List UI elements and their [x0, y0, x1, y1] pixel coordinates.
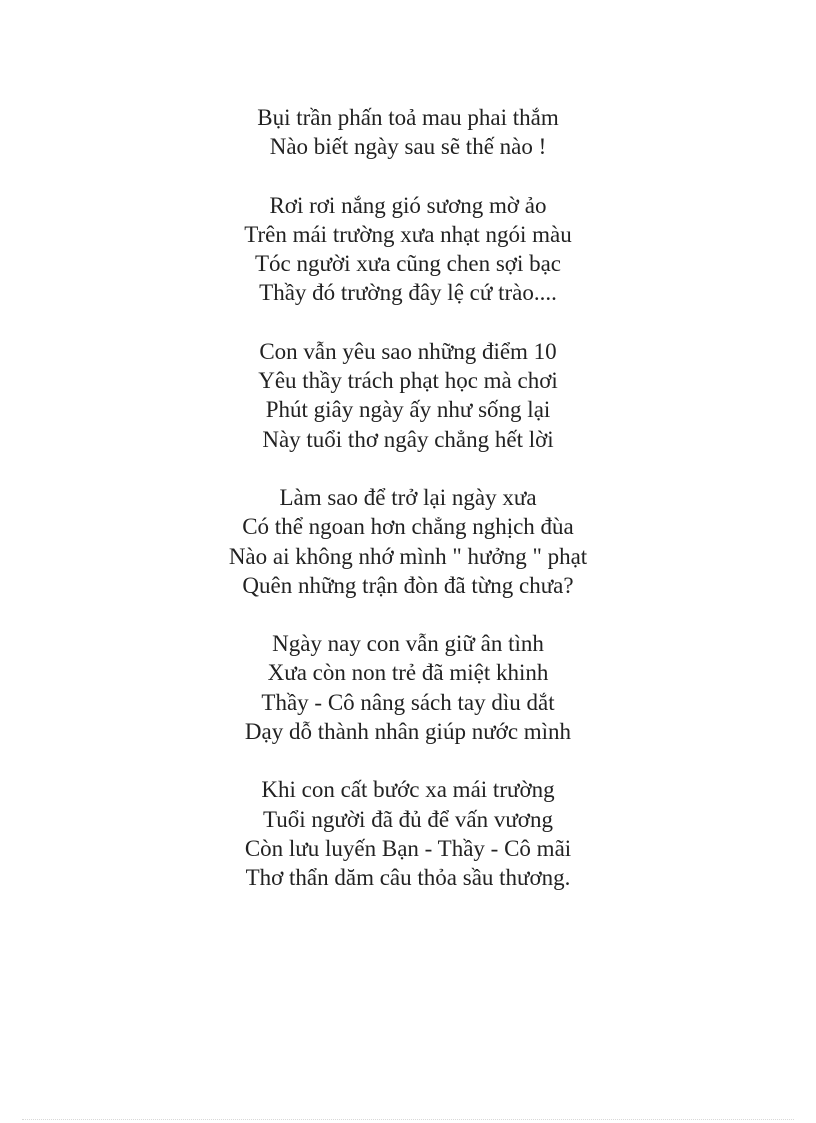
- poem-line: Trên mái trường xưa nhạt ngói màu: [244, 221, 572, 247]
- stanza-6: [0, 775, 816, 892]
- poem-line: Nào ai không nhớ mình " hưởng " phạt: [228, 543, 588, 569]
- poem-line: Con vẫn yêu sao những điểm 10: [259, 338, 557, 364]
- poem-line: Quên những trận đòn đã từng chưa?: [242, 572, 574, 598]
- poem-line: Bụi trần phấn toả mau phai thắm: [257, 105, 559, 130]
- poem-line: Làm sao để trở lại ngày xưa: [279, 484, 537, 510]
- stanza-3: [0, 337, 816, 454]
- poem-line: Thơ thẩn dăm câu thỏa sầu thương.: [245, 865, 571, 891]
- poem-line: Dạy dỗ thành nhân giúp nước mình: [244, 719, 572, 745]
- stanza-5: [0, 629, 816, 746]
- stanza-2: [0, 191, 816, 308]
- poem-line: Tuổi người đã đủ để vấn vương: [263, 806, 553, 832]
- poem: [0, 103, 816, 922]
- poem-line: Nào biết ngày sau sẽ thế nào !: [269, 134, 547, 160]
- poem-line: Còn lưu luyến Bạn - Thầy - Cô mãi: [244, 835, 572, 861]
- poem-line: Khi con cất bước xa mái trường: [261, 777, 555, 803]
- poem-line: Thầy - Cô nâng sách tay dìu dắt: [261, 689, 555, 715]
- poem-line: Thầy đó trường đây lệ cứ trào....: [259, 280, 557, 306]
- stanza-4: [0, 483, 816, 600]
- page-bottom-edge: [22, 1119, 794, 1120]
- poem-line: Tóc người xưa cũng chen sợi bạc: [255, 251, 561, 277]
- poem-line: Ngày nay con vẫn giữ ân tình: [272, 631, 544, 657]
- stanza-1: [0, 103, 816, 162]
- poem-line: Này tuổi thơ ngây chẳng hết lời: [262, 426, 554, 452]
- poem-line: Phút giây ngày ấy như sống lại: [265, 397, 551, 423]
- poem-line: Có thể ngoan hơn chẳng nghịch đùa: [242, 514, 574, 540]
- poem-line: Rơi rơi nắng gió sương mờ ảo: [269, 192, 547, 218]
- poem-line: Xưa còn non trẻ đã miệt khinh: [267, 660, 549, 686]
- poem-line: Yêu thầy trách phạt học mà chơi: [258, 368, 558, 394]
